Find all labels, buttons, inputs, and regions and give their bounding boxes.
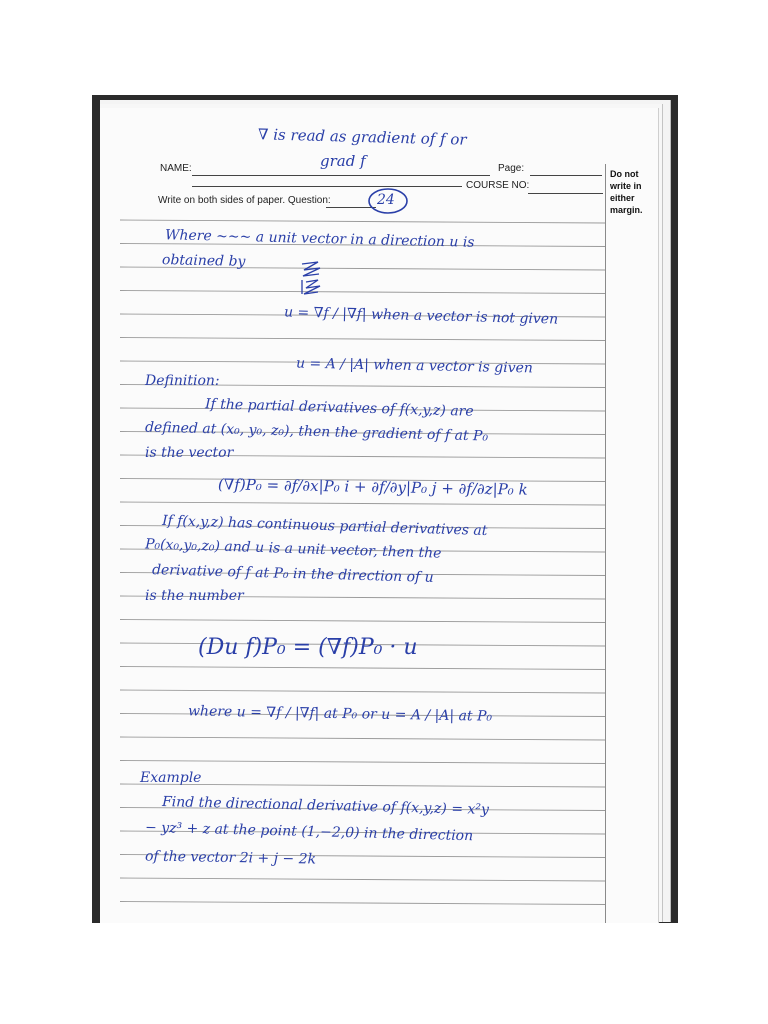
ruled-line [120, 902, 605, 905]
formula-where: where u = ∇f / |∇f| at P₀ or u = A / |A| at P₀ [187, 703, 493, 725]
example-label: Example [140, 770, 202, 786]
ruled-line [120, 338, 605, 341]
header-line-1: ∇ is read as gradient of f or [257, 125, 467, 149]
formula-unit-vector-2: u = A / |A| when a vector is given [295, 355, 534, 377]
text-line: derivative of f at P₀ in the direction of u [151, 562, 434, 586]
ruled-line [120, 878, 605, 881]
margin-rule [605, 164, 606, 923]
scribble-mark [298, 258, 324, 298]
text-line: P₀(x₀,y₀,z₀) and u is a unit vector, then the [144, 536, 442, 562]
ruled-line [120, 220, 605, 223]
text-line: If f(x,y,z) has continuous partial derivatives at [161, 512, 488, 540]
text-line: − yz³ + z at the point (1,−2,0) in the direction [144, 819, 474, 845]
text-line: defined at (x₀, y₀, z₀), then the gradient of f at P₀ [144, 419, 489, 445]
name-field-line [192, 175, 490, 176]
header-line-2: grad f [320, 152, 366, 170]
ruled-line [120, 690, 605, 693]
ruled-line [120, 291, 605, 294]
formula-unit-vector-1: u = ∇f / |∇f| when a vector is not given [283, 304, 559, 328]
formula-directional-derivative: (Du f)P₀ = (∇f)P₀ · u [198, 635, 418, 660]
text-line: Find the directional derivative of f(x,y,z) = x²y [161, 794, 490, 818]
question-label: Write on both sides of paper. Question: [158, 195, 331, 206]
text-line: is the number [145, 588, 244, 604]
text-line: of the vector 2i + j − 2k [144, 848, 317, 868]
ruled-line [120, 620, 605, 623]
text-line: is the vector [145, 445, 234, 461]
margin-note: Do not write in either margin. [610, 169, 643, 215]
question-number: 24 [377, 192, 395, 208]
formula-gradient: (∇f)P₀ = ∂f/∂x|P₀ i + ∂f/∂y|P₀ j + ∂f/∂z|P₀ k [217, 475, 528, 499]
course-label: COURSE NO: [466, 180, 530, 191]
course-field-line [528, 193, 603, 194]
ruled-line [120, 761, 605, 764]
definition-label: Definition: [145, 373, 220, 389]
text-line: Where ~~~ a unit vector in a direction u is [164, 227, 475, 251]
ruled-line [120, 667, 605, 670]
name-field-line-2 [192, 186, 462, 187]
name-label: NAME: [160, 163, 192, 174]
page-label: Page: [498, 163, 525, 174]
ruled-line [120, 502, 605, 505]
text-line: If the partial derivatives of f(x,y,z) are [204, 396, 474, 420]
ruled-line [120, 737, 605, 740]
notebook-page [100, 108, 659, 923]
page-field-line [530, 175, 602, 176]
text-line: obtained by [161, 252, 246, 270]
